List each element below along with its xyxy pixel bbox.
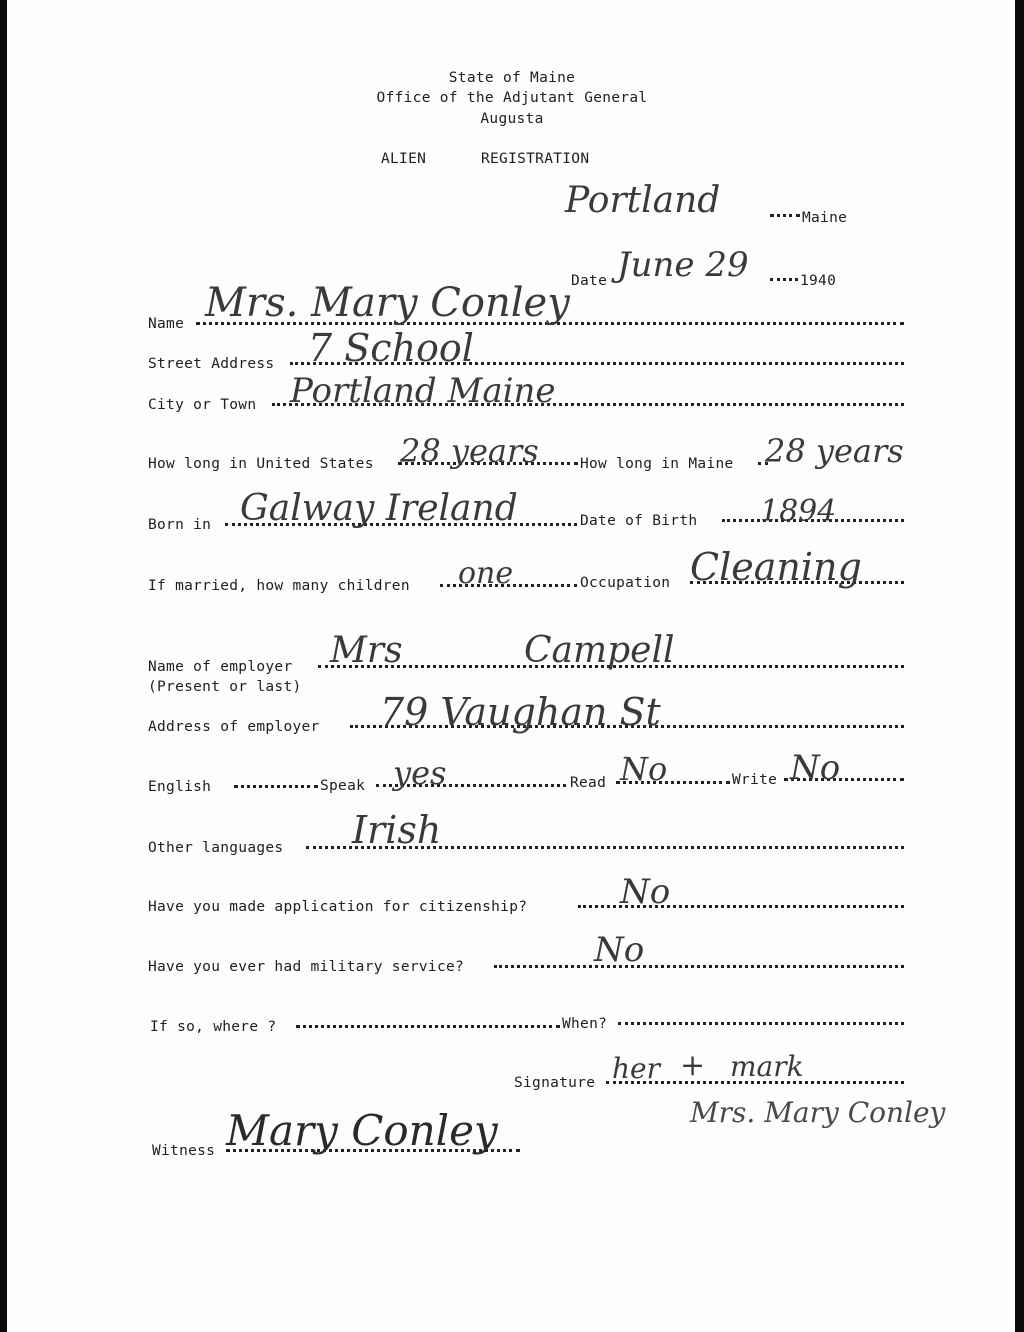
employer-label: Name of employer: [148, 659, 293, 675]
signature-mark-left: her: [612, 1052, 660, 1085]
military-handwritten: No: [594, 930, 645, 970]
place-handwritten: Portland: [565, 180, 721, 221]
dob-label: Date of Birth: [580, 513, 698, 529]
military-dots: [494, 965, 904, 968]
city-label: City or Town: [148, 397, 257, 413]
header-city: Augusta: [480, 111, 544, 127]
dob-handwritten: 1894: [760, 494, 837, 529]
speak-handwritten: yes: [393, 754, 447, 792]
occupation-label: Occupation: [580, 575, 671, 591]
signature-name-below: Mrs. Mary Conley: [690, 1096, 946, 1129]
place-suffix: Maine: [802, 210, 848, 226]
other-languages-handwritten: Irish: [352, 808, 442, 852]
signature-mark-cross: +: [680, 1048, 706, 1083]
title-registration: REGISTRATION: [481, 151, 590, 167]
read-handwritten: No: [620, 750, 668, 788]
city-handwritten: Portland Maine: [290, 371, 556, 411]
military-label: Have you ever had military service?: [148, 959, 465, 975]
scan-edge-left: [0, 0, 7, 1332]
name-label: Name: [148, 316, 185, 332]
street-handwritten: 7 School: [308, 326, 474, 370]
date-handwritten: June 29: [617, 245, 749, 285]
other-languages-label: Other languages: [148, 840, 284, 856]
header-state: State of Maine: [448, 70, 576, 86]
header-office: Office of the Adjutant General: [376, 90, 648, 106]
read-label: Read: [570, 775, 607, 791]
employer-handwritten: Mrs Campell: [330, 630, 675, 671]
if-so-dots: [296, 1025, 560, 1028]
employer-address-label: Address of employer: [148, 719, 320, 735]
title-alien: ALIEN: [381, 151, 427, 167]
date-label: Date: [571, 273, 608, 289]
witness-handwritten: Mary Conley: [226, 1106, 498, 1155]
date-year: 1940: [800, 273, 837, 289]
signature-mark-right: mark: [730, 1050, 804, 1083]
place-dots: [770, 214, 800, 217]
occupation-handwritten: Cleaning: [690, 545, 862, 589]
scan-edge-right: [1015, 0, 1024, 1332]
if-so-label: If so, where ?: [150, 1019, 277, 1035]
english-label: English: [148, 779, 212, 795]
date-dots: [770, 278, 798, 281]
citizenship-label: Have you made application for citizenship?: [148, 899, 528, 915]
children-label: If married, how many children: [148, 578, 410, 594]
name-handwritten: Mrs. Mary Conley: [205, 280, 570, 326]
english-dots: [234, 785, 318, 788]
signature-label: Signature: [514, 1075, 596, 1091]
employer-sublabel: (Present or last): [148, 679, 302, 695]
born-in-handwritten: Galway Ireland: [240, 488, 518, 529]
write-label: Write: [732, 772, 778, 788]
witness-label: Witness: [152, 1143, 216, 1159]
employer-address-handwritten: 79 Vaughan St: [380, 690, 661, 734]
write-handwritten: No: [790, 748, 841, 788]
children-handwritten: one: [458, 556, 514, 591]
street-label: Street Address: [148, 356, 275, 372]
how-long-me-handwritten: 28 years: [765, 432, 904, 470]
citizenship-handwritten: No: [620, 872, 671, 912]
speak-label: Speak: [320, 778, 366, 794]
born-in-label: Born in: [148, 517, 212, 533]
when-dots: [618, 1022, 904, 1025]
when-label: When?: [562, 1016, 608, 1032]
how-long-us-handwritten: 28 years: [400, 432, 539, 470]
how-long-us-label: How long in United States: [148, 456, 374, 472]
how-long-me-label: How long in Maine: [580, 456, 734, 472]
